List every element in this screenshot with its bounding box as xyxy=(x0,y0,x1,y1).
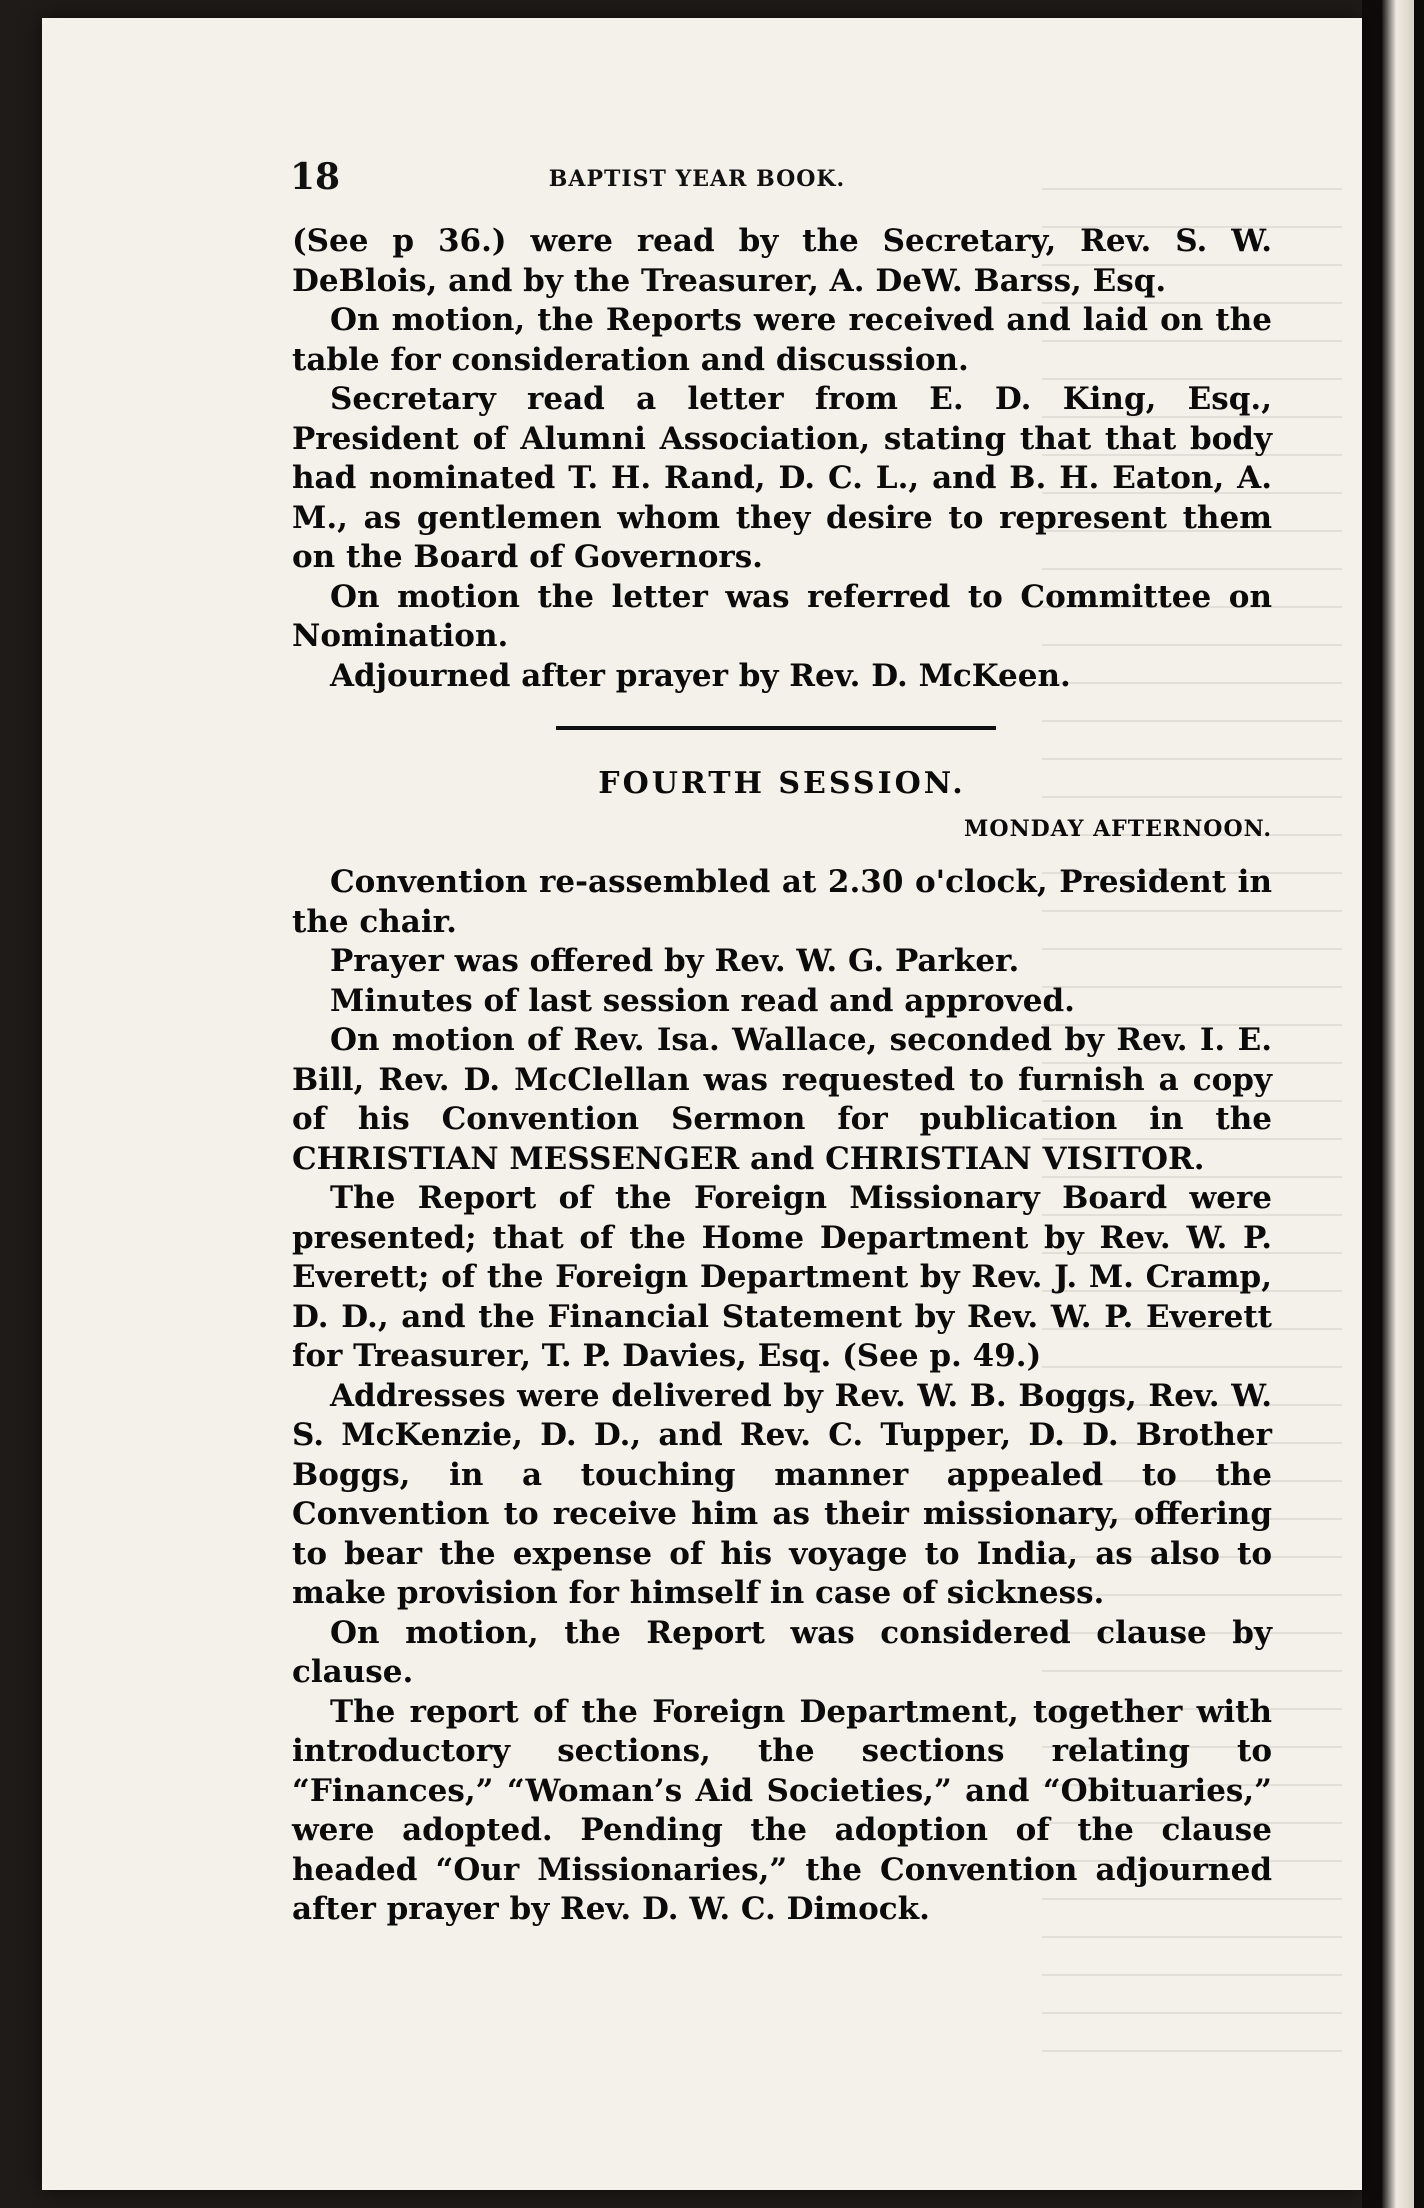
paragraph: The Report of the Foreign Missionary Board were presented; that of the Home Department by Rev. W. P. Everett; of the Foreign Department by Rev. J. M. Cramp, D. D., and the Financial Statement by Rev. W. P. Everett for Treasurer, T. P. Davies, Esq. (See p. 49.) xyxy=(292,1180,1272,1374)
paragraphs-before-section xyxy=(292,222,1272,696)
paragraph: On motion of Rev. Isa. Wallace, seconded by Rev. I. E. Bill, Rev. D. McClellan was requested to furnish a copy of his Convention Sermon for publication in the CHRISTIAN MESSENGER and CHRISTIAN VISITOR. xyxy=(292,1022,1272,1177)
paragraph: Convention re-assembled at 2.30 o'clock, President in the chair. xyxy=(292,864,1272,940)
paragraphs-after-section xyxy=(292,863,1272,1930)
paragraph: (See p 36.) were read by the Secretary, Rev. S. W. DeBlois, and by the Treasurer, A. DeW. Barss, Esq. xyxy=(292,223,1272,299)
paragraph: The report of the Foreign Department, together with introductory sections, the sections relating to “Finances,” “Woman’s Aid Societies,” and “Obituaries,” were adopted. Pending the adoption of the clause headed “Our Missionaries,” the Convention adjourned after prayer by Rev. D. W. C. Dimock. xyxy=(292,1693,1272,1927)
paragraph: Addresses were delivered by Rev. W. B. Boggs, Rev. W. S. McKenzie, D. D., and Rev. C. Tupper, D. D. Brother Boggs, in a touching manner appealed to the Convention to receive him as their missionary, offering to bear the expense of his voyage to India, as also to make provision for himself in case of sickness. xyxy=(292,1377,1272,1611)
session-time: MONDAY AFTERNOON. xyxy=(964,815,1272,842)
paragraph: Prayer was offered by Rev. W. G. Parker. xyxy=(330,943,1020,979)
page-header xyxy=(260,156,1134,206)
paragraph: Adjourned after prayer by Rev. D. McKeen. xyxy=(330,657,1071,694)
paragraph: On motion, the Report was considered clause by clause. xyxy=(292,1614,1272,1690)
page-body xyxy=(292,222,1272,1930)
paragraph: On motion, the Reports were received and laid on the table for consideration and discussion. xyxy=(292,302,1272,378)
book-page xyxy=(42,18,1362,2190)
running-title: BAPTIST YEAR BOOK. xyxy=(548,166,846,192)
paragraph: Secretary read a letter from E. D. King, Esq., President of Alumni Association, stating that that body had nominated T. H. Rand, D. C. L., and B. H. Eaton, A. M., as gentlemen whom they desire to represent them on the Board of Governors. xyxy=(292,381,1272,575)
facing-page-edge xyxy=(1382,0,1414,2208)
section-heading: FOURTH SESSION. xyxy=(598,766,966,801)
paragraph: Minutes of last session read and approved. xyxy=(330,982,1075,1019)
section-divider-rule xyxy=(556,726,996,730)
page-number: 18 xyxy=(290,156,341,198)
paragraph: On motion the letter was referred to Committee on Nomination. xyxy=(292,578,1272,654)
